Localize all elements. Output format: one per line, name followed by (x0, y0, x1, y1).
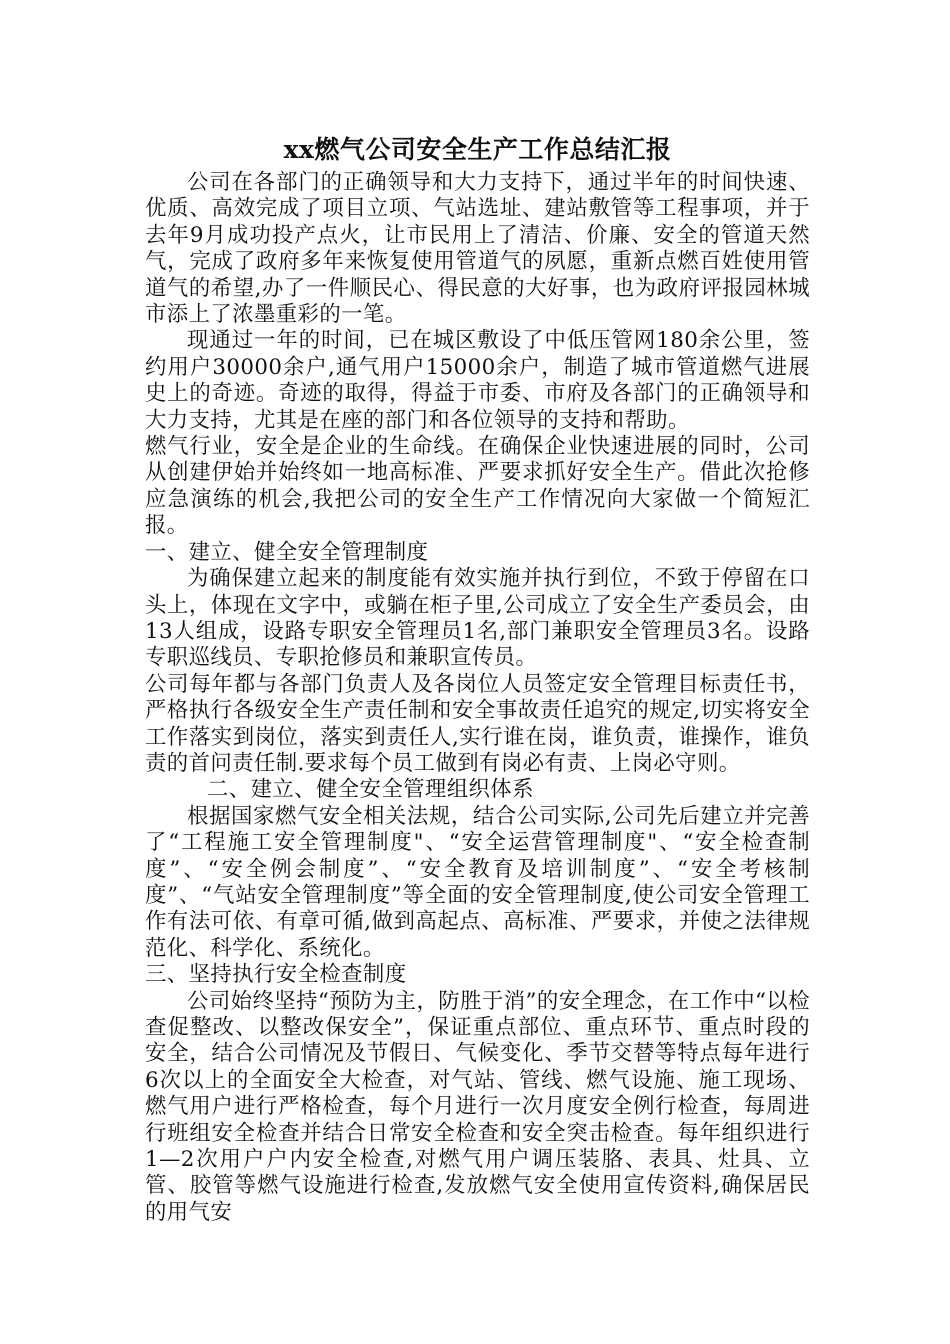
section-heading-2: 二、建立、健全安全管理组织体系 (207, 777, 534, 803)
paragraph-responsibility: 公司每年都与各部门负责人及各岗位人员签定安全管理目标责任书，严格执行各级安全生产责任制和安全事故责任追究的规定,切实将安全工作落实到岗位，落实到责任人,实行谁在岗，谁负责，谁操作，谁负责的首问责任制.要求每个员工做到有岗必有责、上岗必守则。 (145, 671, 810, 776)
document-page (145, 130, 810, 1226)
paragraph-safety-lifeline: 燃气行业，安全是企业的生命线。在确保企业快速进展的同时，公司从创建伊始并始终如一地高标准、严要求抓好安全生产。借此次抢修应急演练的机会,我把公司的安全生产工作情况向大家做一个简短汇报。 (145, 434, 810, 539)
paragraph-achievements: 现通过一年的时间，已在城区敷设了中低压管网180余公里，签约用户30000余户,通气用户15000余户，制造了城市管道燃气进展史上的奇迹。奇迹的取得，得益于市委、市府及各部门的正确领导和大力支持，尤其是在座的部门和各位领导的支持和帮助。 (145, 328, 810, 433)
document-title: xx燃气公司安全生产工作总结汇报 (283, 135, 672, 164)
section-heading-3: 三、坚持执行安全检查制度 (145, 962, 407, 988)
paragraph-regulations: 根据国家燃气安全相关法规，结合公司实际,公司先后建立并完善了“工程施工安全管理制度"、“安全运营管理制度"、“安全检查制度”、“安全例会制度”、“安全教育及培训制度”、“安全考核制度”、“气站安全管理制度”等全面的安全管理制度,使公司安全管理工作有法可依、有章可循,做到高起点、高标准、严要求，并使之法律规范化、科学化、系统化。 (145, 803, 810, 961)
paragraph-inspections: 公司始终坚持“预防为主，防胜于消”的安全理念，在工作中“以检查促整改、以整改保安全”，保证重点部位、重点环节、重点时段的安全，结合公司情况及节假日、气候变化、季节交替等特点每年进行6次以上的全面安全大检查，对气站、管线、燃气设施、施工现场、燃气用户进行严格检查，每个月进行一次月度安全例行检查，每周进行班组安全检查并结合日常安全检查和安全突击检查。每年组织进行1—2次用户户内安全检查,对燃气用户调压装胳、表具、灶具、立管、胶管等燃气设施进行检查,发放燃气安全使用宣传资料,确保居民的用气安 (145, 988, 810, 1225)
paragraph-safety-committee: 为确保建立起来的制度能有效实施并执行到位，不致于停留在口头上，体现在文字中，或躺在柜子里,公司成立了安全生产委员会，由13人组成，设路专职安全管理员1名,部门兼职安全管理员3名。设路专职巡线员、专职抢修员和兼职宣传员。 (145, 566, 810, 671)
section-heading-1: 一、建立、健全安全管理制度 (145, 539, 429, 565)
paragraph-intro: 公司在各部门的正确领导和大力支持下，通过半年的时间快速、优质、高效完成了项目立项、气站选址、建站敷管等工程事项，并于去年9月成功投产点火，让市民用上了清洁、价廉、安全的管道天然气，完成了政府多年来恢复使用管道气的夙愿，重新点燃百姓使用管道气的希望,办了一件顺民心、得民意的大好事，也为政府评报园林城市添上了浓墨重彩的一笔。 (145, 170, 810, 328)
